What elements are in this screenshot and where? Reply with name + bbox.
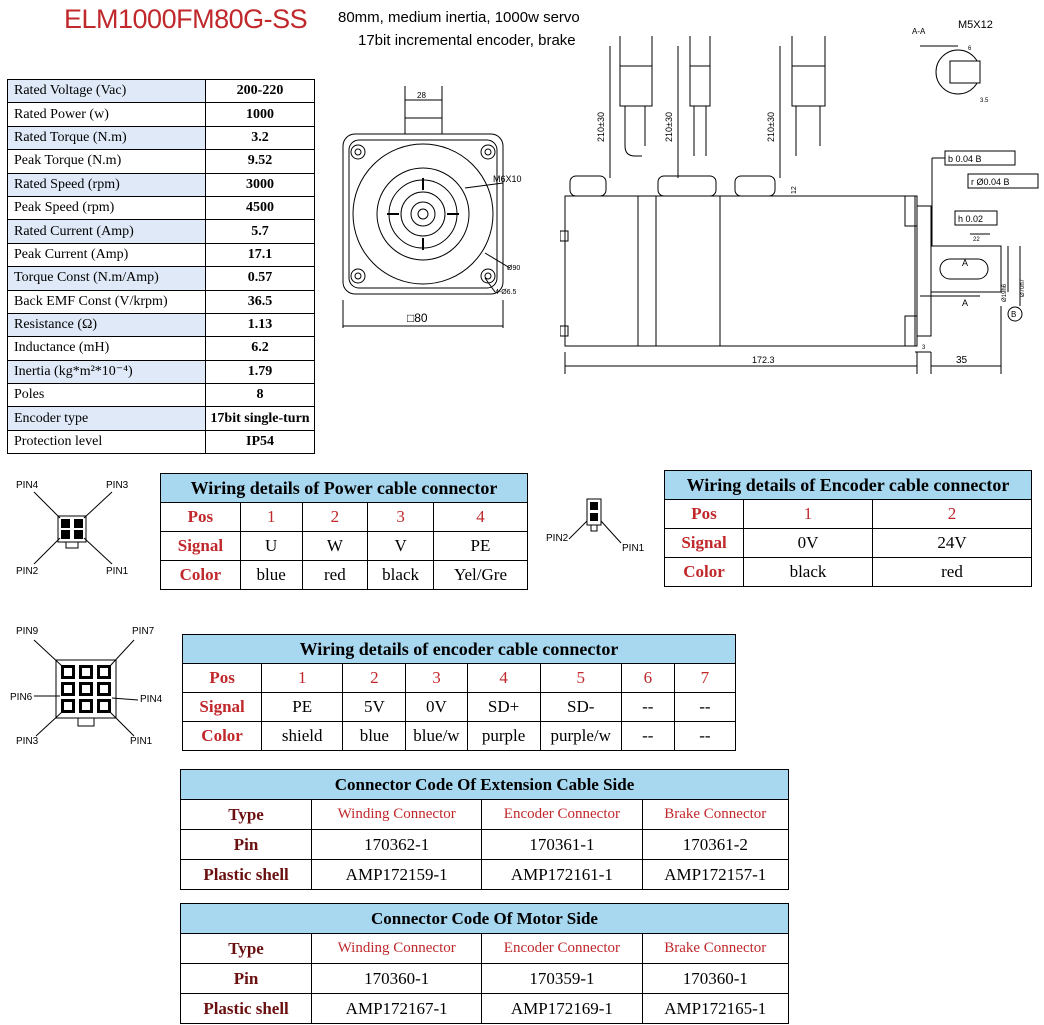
spec-label: Inertia (kg*m²*10⁻⁴) — [8, 360, 206, 383]
spec-value: 200-220 — [206, 80, 315, 103]
table-cell: Encoder Connector — [482, 934, 642, 964]
table-cell: AMP172169-1 — [482, 994, 642, 1024]
table-cell: 170361-1 — [482, 830, 642, 860]
spec-label: Peak Current (Amp) — [8, 243, 206, 266]
cable-length-3: 210±30 — [766, 112, 776, 142]
pin-label: PIN2 — [16, 566, 39, 577]
spec-value: 8 — [206, 384, 315, 407]
table-cell: SD- — [540, 693, 621, 722]
shaft-key-length-dim: 22 — [973, 237, 980, 243]
spec-value: 17.1 — [206, 243, 315, 266]
cable-length-2: 210±30 — [664, 112, 674, 142]
type-label: Type — [181, 934, 312, 964]
spec-row — [8, 126, 315, 149]
table-cell: 5 — [540, 664, 621, 693]
pin-label: PIN2 — [546, 533, 569, 544]
table-cell: Winding Connector — [312, 934, 482, 964]
table-cell: -- — [674, 722, 735, 751]
table-cell: 1 — [262, 664, 343, 693]
table-cell: Brake Connector — [642, 934, 788, 964]
color-label: Color — [665, 558, 744, 587]
spec-value: 1.13 — [206, 313, 315, 336]
table-cell: 3 — [406, 664, 467, 693]
spec-value: 0.57 — [206, 267, 315, 290]
bracket-height-dim: 12 — [791, 186, 798, 194]
power-wiring-table — [160, 473, 528, 590]
spec-value: 4500 — [206, 196, 315, 219]
table-cell: PE — [433, 532, 527, 561]
shaft-dia-dim: Ø19h6 — [1002, 283, 1008, 302]
brake-connector-icon — [565, 495, 625, 550]
table-cell: SD+ — [467, 693, 540, 722]
table-cell: 3 — [368, 503, 434, 532]
spec-row — [8, 384, 315, 407]
encoder-cable-wiring-table — [664, 470, 1032, 587]
table-cell: 4 — [467, 664, 540, 693]
table-cell: 170362-1 — [312, 830, 482, 860]
spec-label: Protection level — [8, 430, 206, 453]
spec-row — [8, 173, 315, 196]
spec-label: Torque Const (N.m/Amp) — [8, 267, 206, 290]
model-description — [338, 6, 580, 52]
spec-value: 1000 — [206, 103, 315, 126]
pin-label: PIN6 — [10, 692, 33, 703]
spec-label: Rated Current (Amp) — [8, 220, 206, 243]
spec-row — [8, 430, 315, 453]
spec-label: Peak Speed (rpm) — [8, 196, 206, 219]
tolerance-frame-2: r Ø0.04 B — [971, 177, 1010, 187]
table-cell: 1 — [744, 500, 873, 529]
table-cell: AMP172167-1 — [312, 994, 482, 1024]
table-cell: 0V — [744, 529, 873, 558]
signal-label: Signal — [665, 529, 744, 558]
spec-label: Poles — [8, 384, 206, 407]
spec-row — [8, 220, 315, 243]
description-line-2: 17bit incremental encoder, brake — [358, 32, 576, 49]
motor-table-title: Connector Code Of Motor Side — [181, 904, 789, 934]
spec-label: Encoder type — [8, 407, 206, 430]
pin-row-label: Pin — [181, 830, 312, 860]
table-cell: 1 — [240, 503, 302, 532]
table-cell: blue — [240, 561, 302, 590]
table-cell: purple — [467, 722, 540, 751]
spec-row — [8, 313, 315, 336]
table-cell: 0V — [406, 693, 467, 722]
spec-value: 5.7 — [206, 220, 315, 243]
shell-label: Plastic shell — [181, 994, 312, 1024]
spec-row — [8, 360, 315, 383]
table-cell: 2 — [873, 500, 1032, 529]
table-cell: U — [240, 532, 302, 561]
table-cell: -- — [621, 722, 674, 751]
table-cell: purple/w — [540, 722, 621, 751]
spec-row — [8, 103, 315, 126]
table-cell: red — [873, 558, 1032, 587]
spec-label: Inductance (mH) — [8, 337, 206, 360]
spec-table — [7, 79, 315, 454]
power-table-title: Wiring details of Power cable connector — [161, 474, 528, 503]
table-cell: W — [302, 532, 368, 561]
body-length-dim: 172.3 — [752, 355, 775, 365]
color-label: Color — [183, 722, 262, 751]
pos-label: Pos — [161, 503, 241, 532]
description-line-1: 80mm, medium inertia, 1000w servo — [338, 9, 580, 26]
spec-label: Resistance (Ω) — [8, 313, 206, 336]
extension-table-title: Connector Code Of Extension Cable Side — [181, 770, 789, 800]
spec-row — [8, 243, 315, 266]
spec-value: 17bit single-turn — [206, 407, 315, 430]
tolerance-frame-1: b 0.04 B — [948, 154, 982, 164]
table-cell: -- — [621, 693, 674, 722]
pos-label: Pos — [183, 664, 262, 693]
spec-row — [8, 150, 315, 173]
table-cell: 170360-1 — [312, 964, 482, 994]
table-cell: -- — [674, 693, 735, 722]
table-cell: blue/w — [406, 722, 467, 751]
spec-row — [8, 290, 315, 313]
keyway-thread-dim: M5X12 — [958, 19, 993, 31]
encoder-wiring-table — [182, 634, 736, 751]
shaft-length-dim: 35 — [956, 355, 968, 366]
pin-row-label: Pin — [181, 964, 312, 994]
table-cell: black — [744, 558, 873, 587]
spec-label: Peak Torque (N.m) — [8, 150, 206, 173]
tolerance-frame-3: h 0.02 — [958, 214, 984, 224]
table-cell: black — [368, 561, 434, 590]
table-cell: PE — [262, 693, 343, 722]
spec-row — [8, 80, 315, 103]
type-label: Type — [181, 800, 312, 830]
encoder-cable-table-title: Wiring details of Encoder cable connector — [665, 471, 1032, 500]
encoder-connector-icon — [30, 636, 142, 740]
circle-dia-dim: Ø90 — [507, 265, 521, 272]
table-cell: blue — [343, 722, 406, 751]
holes-dim: 4-Ø6.5 — [495, 289, 517, 296]
model-title: ELM1000FM80G-SS — [64, 4, 308, 34]
spec-label: Rated Torque (N.m) — [8, 126, 206, 149]
pos-label: Pos — [665, 500, 744, 529]
spec-row — [8, 407, 315, 430]
pin-label: PIN1 — [622, 543, 645, 554]
spec-value: 6.2 — [206, 337, 315, 360]
color-label: Color — [161, 561, 241, 590]
table-cell: 5V — [343, 693, 406, 722]
front-view-drawing — [325, 78, 525, 328]
spec-label: Rated Power (w) — [8, 103, 206, 126]
section-a-top: A — [962, 258, 969, 268]
datum-label: B — [1011, 310, 1017, 319]
spec-value: 1.79 — [206, 360, 315, 383]
pin-label: PIN3 — [16, 736, 39, 747]
front-width-dim: 28 — [417, 91, 426, 100]
table-cell: 170359-1 — [482, 964, 642, 994]
spec-row — [8, 337, 315, 360]
spec-label: Rated Speed (rpm) — [8, 173, 206, 196]
table-cell: red — [302, 561, 368, 590]
square-dim: □80 — [407, 311, 428, 325]
shell-label: Plastic shell — [181, 860, 312, 890]
table-cell: 2 — [343, 664, 406, 693]
table-cell: AMP172161-1 — [482, 860, 642, 890]
table-cell: AMP172165-1 — [642, 994, 788, 1024]
spec-value: 9.52 — [206, 150, 315, 173]
flange-dia-dim: Ø70h7 — [1020, 278, 1026, 297]
table-cell: Yel/Gre — [433, 561, 527, 590]
pin-label: PIN1 — [106, 566, 129, 577]
signal-label: Signal — [161, 532, 241, 561]
table-cell: 6 — [621, 664, 674, 693]
spec-row — [8, 196, 315, 219]
section-a-bottom: A — [962, 298, 969, 308]
section-dim-2: 3.5 — [980, 98, 989, 104]
signal-label: Signal — [183, 693, 262, 722]
encoder-table-title: Wiring details of encoder cable connector — [183, 635, 736, 664]
table-cell: 24V — [873, 529, 1032, 558]
spec-value: 36.5 — [206, 290, 315, 313]
spec-value: 3.2 — [206, 126, 315, 149]
spec-value: 3000 — [206, 173, 315, 196]
pin-label: PIN4 — [16, 480, 39, 491]
spec-label: Rated Voltage (Vac) — [8, 80, 206, 103]
side-view-drawing — [560, 6, 1040, 376]
spec-row — [8, 267, 315, 290]
table-cell: Encoder Connector — [482, 800, 642, 830]
pin-label: PIN1 — [130, 736, 153, 747]
pin-label: PIN7 — [132, 626, 155, 637]
flange-thickness-dim: 3 — [922, 345, 926, 351]
table-cell: Brake Connector — [642, 800, 788, 830]
table-cell: AMP172157-1 — [642, 860, 788, 890]
table-cell: 170360-1 — [642, 964, 788, 994]
table-cell: 170361-2 — [642, 830, 788, 860]
motor-side-table — [180, 903, 789, 1024]
table-cell: Winding Connector — [312, 800, 482, 830]
table-cell: 2 — [302, 503, 368, 532]
section-dim-1: 6 — [968, 46, 972, 52]
power-connector-icon — [30, 488, 120, 570]
spec-value: IP54 — [206, 430, 315, 453]
pin-label: PIN9 — [16, 626, 39, 637]
table-cell: shield — [262, 722, 343, 751]
cable-length-1: 210±30 — [596, 112, 606, 142]
table-cell: 4 — [433, 503, 527, 532]
extension-cable-table — [180, 769, 789, 890]
section-label: A-A — [912, 27, 926, 36]
spec-label: Back EMF Const (V/krpm) — [8, 290, 206, 313]
pin-label: PIN3 — [106, 480, 129, 491]
table-cell: V — [368, 532, 434, 561]
front-thread-dim: M6X10 — [493, 174, 522, 184]
pin-label: PIN4 — [140, 694, 163, 705]
table-cell: AMP172159-1 — [312, 860, 482, 890]
table-cell: 7 — [674, 664, 735, 693]
